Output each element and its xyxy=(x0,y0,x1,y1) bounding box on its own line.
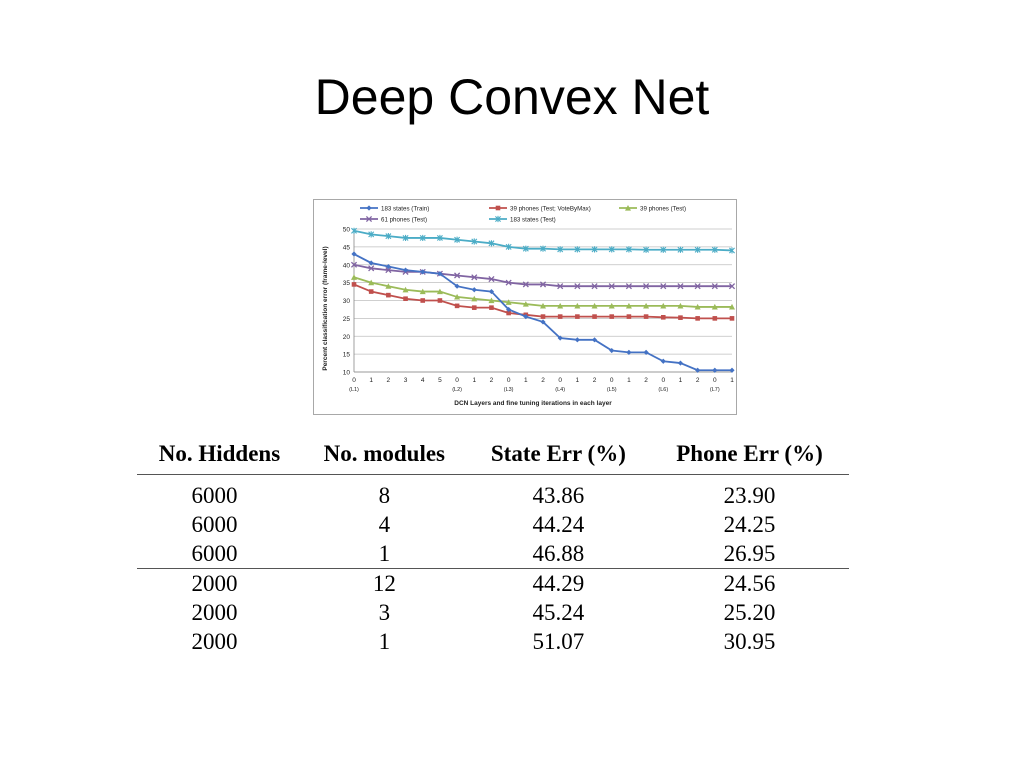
cell-phone-err: 24.56 xyxy=(650,569,849,599)
x-tick-label: 0 xyxy=(609,377,614,384)
cell-hiddens: 2000 xyxy=(191,628,238,654)
data-point-39-phones-test-votebymax xyxy=(472,305,477,310)
table-row xyxy=(137,569,849,599)
x-tick-label: 2 xyxy=(489,377,494,384)
y-tick-label: 40 xyxy=(342,262,350,270)
cell-phone-err: 30.95 xyxy=(723,628,776,654)
data-point-39-phones-test-votebymax xyxy=(489,305,494,310)
data-point-39-phones-test-votebymax xyxy=(695,316,700,321)
data-point-39-phones-test-votebymax xyxy=(730,316,735,321)
table-row xyxy=(137,510,849,539)
cell-phone-err: 26.95 xyxy=(723,540,776,566)
table-header-row xyxy=(137,434,849,475)
x-tick-label: 0 xyxy=(558,377,562,384)
data-point-39-phones-test-votebymax xyxy=(352,282,357,287)
cell-modules: 1 xyxy=(378,628,391,654)
data-point-39-phones-test-votebymax xyxy=(541,314,546,319)
legend-marker-39-phones-test-votebymax xyxy=(496,206,501,211)
data-point-39-phones-test-votebymax xyxy=(558,314,563,319)
data-point-183-states-train xyxy=(678,360,683,365)
cell-phone-err: 24.25 xyxy=(723,511,776,537)
x-tick-label: 3 xyxy=(403,377,408,384)
data-point-39-phones-test-votebymax xyxy=(420,298,425,303)
layer-label: (L7) xyxy=(709,387,720,393)
data-point-39-phones-test-votebymax xyxy=(713,316,718,321)
x-tick-label: 1 xyxy=(678,377,683,384)
cell-hiddens: 2000 xyxy=(191,599,238,625)
y-tick-label: 15 xyxy=(342,351,350,359)
cell-modules: 4 xyxy=(378,511,391,537)
header-hiddens: No. Hiddens xyxy=(137,434,302,475)
header-phone-err: Phone Err (%) xyxy=(650,434,849,475)
data-point-39-phones-test-votebymax xyxy=(661,315,666,320)
layer-label: (L6) xyxy=(658,387,669,393)
series-line-39-phones-test xyxy=(354,277,732,307)
x-tick-label: 2 xyxy=(644,377,648,384)
results-table xyxy=(137,434,849,656)
x-tick-label: 1 xyxy=(627,377,631,384)
cell-phone-err: 25.20 xyxy=(723,599,776,625)
legend-marker-183-states-train xyxy=(366,205,371,210)
x-tick-label: 0 xyxy=(455,377,459,384)
cell-hiddens: 6000 xyxy=(191,540,238,566)
x-tick-label: 2 xyxy=(386,377,391,384)
data-point-39-phones-test-votebymax xyxy=(609,314,614,319)
x-tick-label: 1 xyxy=(472,377,477,384)
y-tick-label: 50 xyxy=(342,226,350,234)
x-tick-label: 1 xyxy=(524,377,528,384)
x-tick-label: 4 xyxy=(420,377,425,384)
cell-modules: 8 xyxy=(378,482,391,508)
x-tick-label: 2 xyxy=(592,377,597,384)
data-point-183-states-train xyxy=(575,337,580,342)
cell-modules: 1 xyxy=(378,540,391,566)
data-point-39-phones-test-votebymax xyxy=(575,314,580,319)
layer-label: (L1) xyxy=(349,387,359,393)
cell-modules: 12 xyxy=(302,569,467,599)
cell-state-err: 45.24 xyxy=(532,599,585,625)
y-axis-title: Percent classification error (frame-level) xyxy=(322,246,329,371)
legend-label-39-phones-test-votebymax: 39 phones (Test; VoteByMax) xyxy=(510,205,591,213)
cell-hiddens: 6000 xyxy=(191,511,238,537)
header-state-err: State Err (%) xyxy=(467,434,650,475)
x-axis-title: DCN Layers and fine tuning iterations in each layer xyxy=(454,400,612,407)
x-tick-label: 1 xyxy=(369,377,373,384)
x-tick-label: 5 xyxy=(438,377,442,384)
x-tick-label: 0 xyxy=(661,377,666,384)
x-tick-label: 1 xyxy=(575,377,580,384)
layer-label: (L2) xyxy=(452,387,462,393)
header-modules: No. modules xyxy=(302,434,467,475)
y-tick-label: 35 xyxy=(342,280,350,288)
series-line-183-states-train xyxy=(354,254,732,370)
data-point-39-phones-test-votebymax xyxy=(644,314,649,319)
y-tick-label: 20 xyxy=(342,333,350,341)
chart-canvas xyxy=(314,200,738,416)
cell-state-err: 51.07 xyxy=(532,628,585,654)
y-tick-label: 45 xyxy=(342,244,350,252)
slide-title: Deep Convex Net xyxy=(314,69,710,125)
data-point-39-phones-test-votebymax xyxy=(592,314,597,319)
x-tick-label: 0 xyxy=(506,377,511,384)
layer-label: (L4) xyxy=(555,387,566,393)
cell-hiddens: 6000 xyxy=(191,482,238,508)
table-row xyxy=(137,627,849,656)
cell-hiddens: 2000 xyxy=(137,569,302,599)
legend-label-183-states-test: 183 states (Test) xyxy=(510,216,556,224)
legend-label-61-phones-test: 61 phones (Test) xyxy=(381,216,428,224)
table-row xyxy=(137,598,849,627)
cell-state-err: 46.88 xyxy=(532,540,585,566)
y-tick-label: 30 xyxy=(342,298,350,305)
data-point-39-phones-test-votebymax xyxy=(678,315,683,320)
cell-state-err: 44.24 xyxy=(532,511,585,537)
x-tick-label: 0 xyxy=(713,377,717,384)
legend-label-39-phones-test: 39 phones (Test) xyxy=(640,205,687,213)
cell-modules: 3 xyxy=(378,599,391,625)
y-tick-label: 10 xyxy=(342,369,350,377)
data-point-183-states-train xyxy=(472,287,477,292)
table-row xyxy=(137,479,849,510)
legend-label-183-states-train: 183 states (Train) xyxy=(381,205,430,213)
cell-state-err: 44.29 xyxy=(467,569,650,599)
data-point-39-phones-test-votebymax xyxy=(455,304,460,309)
data-point-39-phones-test-votebymax xyxy=(438,298,443,303)
data-point-39-phones-test-votebymax xyxy=(403,296,408,301)
layer-label: (L5) xyxy=(606,387,617,393)
x-tick-label: 2 xyxy=(695,377,700,384)
x-tick-label: 0 xyxy=(352,377,356,384)
layer-label: (L3) xyxy=(503,387,514,393)
y-tick-label: 25 xyxy=(342,315,350,323)
x-tick-label: 1 xyxy=(730,377,734,384)
cell-state-err: 43.86 xyxy=(532,482,585,508)
dcn-error-chart xyxy=(313,199,737,415)
x-tick-label: 2 xyxy=(541,377,545,384)
data-point-39-phones-test-votebymax xyxy=(627,314,632,319)
table-row xyxy=(137,539,849,569)
data-point-39-phones-test-votebymax xyxy=(386,293,391,298)
cell-phone-err: 23.90 xyxy=(723,482,776,508)
data-point-39-phones-test-votebymax xyxy=(369,289,374,294)
